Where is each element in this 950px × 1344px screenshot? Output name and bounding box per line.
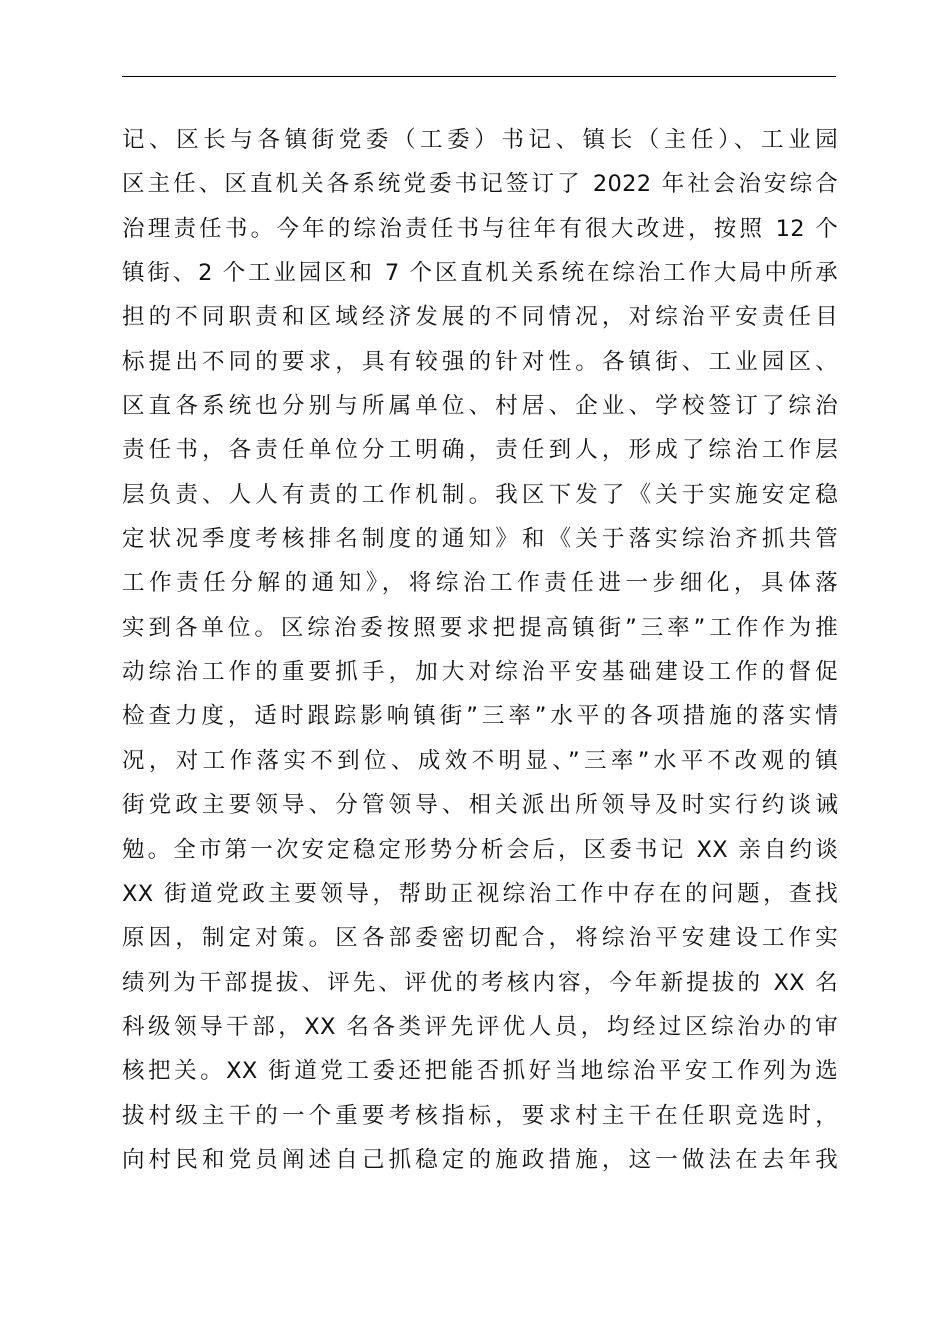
text-line: 责任书，各责任单位分工明确，责任到人，形成了综治工作层 — [122, 437, 838, 464]
text-line: 检查力度，适时跟踪影响镇街”三率”水平的各项措施的落实情 — [122, 703, 838, 730]
text-line: 区直各系统也分别与所属单位、村居、企业、学校签订了综治 — [122, 393, 838, 420]
text-line: 拔村级主干的一个重要考核指标，要求村主干在任职竞选时， — [122, 1102, 838, 1129]
text-line: 标提出不同的要求，具有较强的针对性。各镇街、工业园区、 — [122, 348, 838, 375]
text-line: 况，对工作落实不到位、成效不明显、”三率”水平不改观的镇 — [122, 747, 838, 774]
text-line: 向村民和党员阐述自己抓稳定的施政措施，这一做法在去年我 — [122, 1146, 838, 1173]
text-line: XX 街道党政主要领导，帮助正视综治工作中存在的问题，查找 — [122, 880, 838, 907]
header-divider — [122, 76, 836, 77]
text-line: 动综治工作的重要抓手，加大对综治平安基础建设工作的督促 — [122, 659, 838, 686]
text-line: 治理责任书。今年的综治责任书与往年有很大改进，按照 12 个 — [122, 215, 838, 242]
text-line: 实到各单位。区综治委按照要求把提高镇街”三率”工作作为推 — [122, 614, 838, 641]
text-line: 工作责任分解的通知》，将综治工作责任进一步细化，具体落 — [122, 570, 838, 597]
text-line: 镇街、2 个工业园区和 7 个区直机关系统在综治工作大局中所承 — [122, 260, 838, 287]
text-line: 区主任、区直机关各系统党委书记签订了 2022 年社会治安综合 — [122, 171, 838, 198]
text-line: 科级领导干部，XX 名各类评先评优人员，均经过区综治办的审 — [122, 1013, 838, 1040]
text-line: 担的不同职责和区域经济发展的不同情况，对综治平安责任目 — [122, 304, 838, 331]
text-line: 街党政主要领导、分管领导、相关派出所领导及时实行约谈诫 — [122, 792, 838, 819]
body-paragraph — [122, 118, 838, 1182]
text-line: 原因，制定对策。区各部委密切配合，将综治平安建设工作实 — [122, 925, 838, 952]
text-line: 绩列为干部提拔、评先、评优的考核内容，今年新提拔的 XX 名 — [122, 969, 838, 996]
text-line: 层负责、人人有责的工作机制。我区下发了《关于实施安定稳 — [122, 481, 838, 508]
text-line: 记、区长与各镇街党委（工委）书记、镇长（主任）、工业园 — [122, 127, 838, 153]
text-line: 核把关。XX 街道党工委还把能否抓好当地综治平安工作列为选 — [122, 1058, 838, 1085]
text-line: 定状况季度考核排名制度的通知》和《关于落实综治齐抓共管 — [122, 526, 838, 553]
text-line: 勉。全市第一次安定稳定形势分析会后，区委书记 XX 亲自约谈 — [122, 836, 838, 863]
